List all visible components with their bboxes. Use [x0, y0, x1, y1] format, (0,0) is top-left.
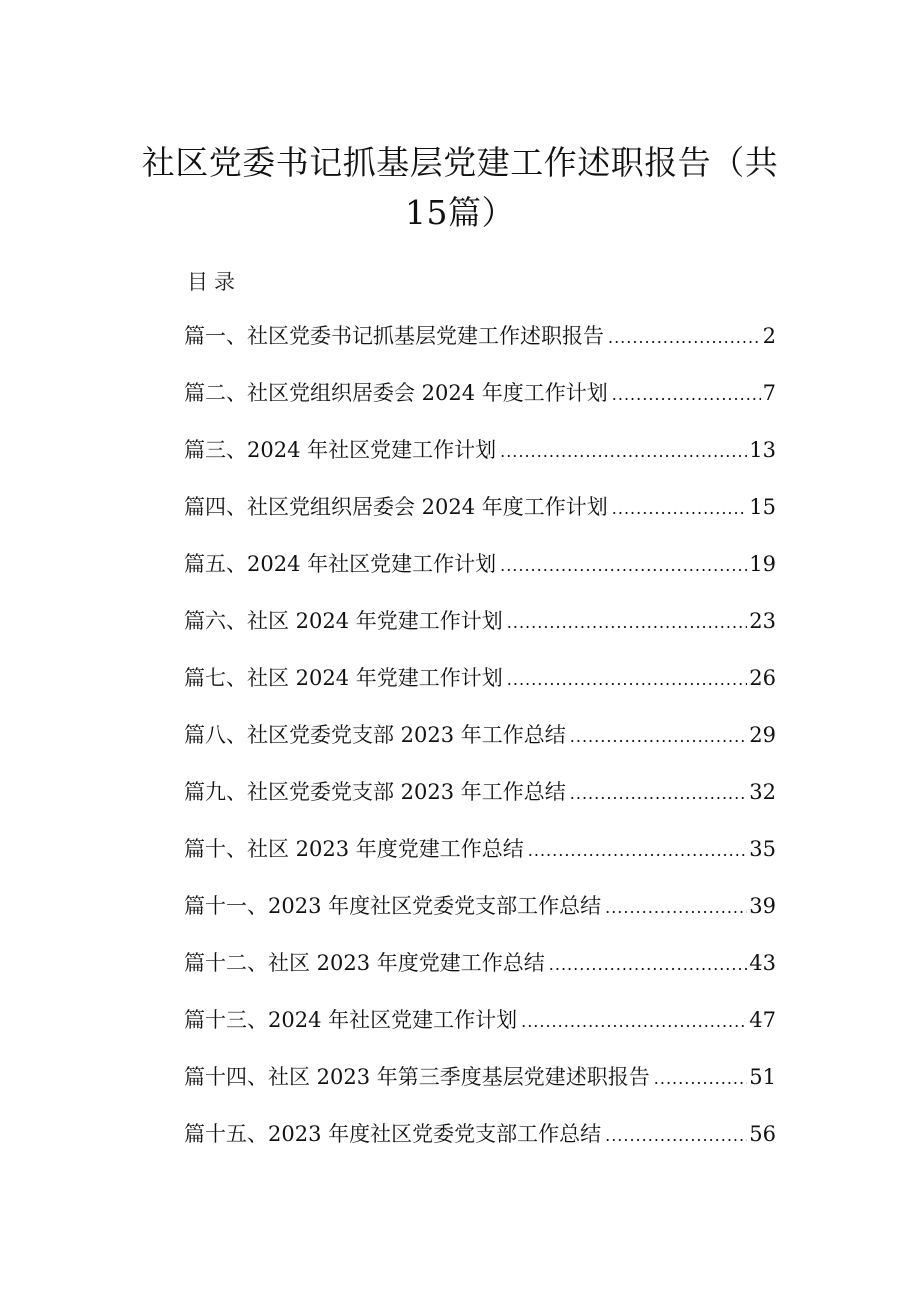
toc-entry-label: 篇四、社区党组织居委会 2024 年度工作计划 — [184, 495, 608, 519]
toc-entry[interactable] — [184, 886, 776, 943]
toc-entry-label: 篇十三、2024 年社区党建工作计划 — [184, 1008, 518, 1032]
toc-entry[interactable] — [184, 1114, 776, 1171]
toc-entry-label: 篇六、社区 2024 年党建工作计划 — [184, 609, 503, 633]
toc-entry-label: 篇五、2024 年社区党建工作计划 — [184, 552, 497, 576]
toc-entry[interactable] — [184, 316, 776, 373]
toc-dot-leader — [612, 489, 747, 529]
toc-entry-label: 篇二、社区党组织居委会 2024 年度工作计划 — [184, 381, 608, 405]
toc-entry-page-number: 39 — [749, 894, 776, 918]
toc-entry[interactable] — [184, 601, 776, 658]
toc-entry-label: 篇一、社区党委书记抓基层党建工作述职报告 — [184, 324, 604, 348]
document-title-line2: 15篇） — [405, 193, 515, 232]
toc-dot-leader — [605, 888, 747, 928]
toc-entry-label: 篇三、2024 年社区党建工作计划 — [184, 438, 497, 462]
toc-heading: 目录 — [187, 270, 241, 294]
toc-entry[interactable] — [184, 772, 776, 829]
table-of-contents — [184, 316, 776, 1171]
toc-entry[interactable] — [184, 430, 776, 487]
toc-entry-page-number: 23 — [749, 609, 776, 633]
toc-entry-page-number: 56 — [749, 1122, 776, 1146]
toc-entry-page-number: 29 — [749, 723, 776, 747]
toc-entry-page-number: 2 — [762, 324, 776, 348]
toc-entry-page-number: 13 — [749, 438, 776, 462]
toc-entry-page-number: 32 — [749, 780, 776, 804]
toc-entry-page-number: 47 — [749, 1008, 776, 1032]
toc-entry-page-number: 7 — [762, 381, 776, 405]
toc-entry[interactable] — [184, 658, 776, 715]
toc-entry[interactable] — [184, 1057, 776, 1114]
toc-entry-page-number: 19 — [749, 552, 776, 576]
toc-entry-label: 篇十、社区 2023 年度党建工作总结 — [184, 837, 524, 861]
toc-dot-leader — [507, 660, 747, 700]
toc-entry-label: 篇十四、社区 2023 年第三季度基层党建述职报告 — [184, 1065, 650, 1089]
toc-entry-label: 篇十二、社区 2023 年度党建工作总结 — [184, 951, 545, 975]
toc-dot-leader — [500, 546, 747, 586]
toc-entry-label: 篇九、社区党委党支部 2023 年工作总结 — [184, 780, 566, 804]
toc-entry-page-number: 15 — [749, 495, 776, 519]
document-title-line1: 社区党委书记抓基层党建工作述职报告（共 — [141, 143, 779, 182]
toc-entry-page-number: 35 — [749, 837, 776, 861]
toc-dot-leader — [570, 774, 747, 814]
toc-entry[interactable] — [184, 715, 776, 772]
toc-dot-leader — [521, 1002, 747, 1042]
toc-dot-leader — [608, 318, 761, 358]
document-title — [130, 138, 790, 238]
toc-entry[interactable] — [184, 1000, 776, 1057]
toc-entry[interactable] — [184, 829, 776, 886]
toc-entry[interactable] — [184, 373, 776, 430]
toc-dot-leader — [612, 375, 761, 415]
toc-dot-leader — [507, 603, 747, 643]
toc-dot-leader — [549, 945, 747, 985]
toc-dot-leader — [570, 717, 747, 757]
toc-entry-label: 篇八、社区党委党支部 2023 年工作总结 — [184, 723, 566, 747]
toc-entry-label: 篇七、社区 2024 年党建工作计划 — [184, 666, 503, 690]
toc-entry[interactable] — [184, 544, 776, 601]
toc-entry-label: 篇十五、2023 年度社区党委党支部工作总结 — [184, 1122, 602, 1146]
toc-entry[interactable] — [184, 487, 776, 544]
toc-entry[interactable] — [184, 943, 776, 1000]
toc-entry-page-number: 26 — [749, 666, 776, 690]
toc-dot-leader — [654, 1059, 747, 1099]
toc-dot-leader — [528, 831, 747, 871]
toc-entry-page-number: 43 — [749, 951, 776, 975]
toc-entry-label: 篇十一、2023 年度社区党委党支部工作总结 — [184, 894, 602, 918]
toc-dot-leader — [605, 1116, 747, 1156]
toc-entry-page-number: 51 — [749, 1065, 776, 1089]
toc-dot-leader — [500, 432, 747, 472]
